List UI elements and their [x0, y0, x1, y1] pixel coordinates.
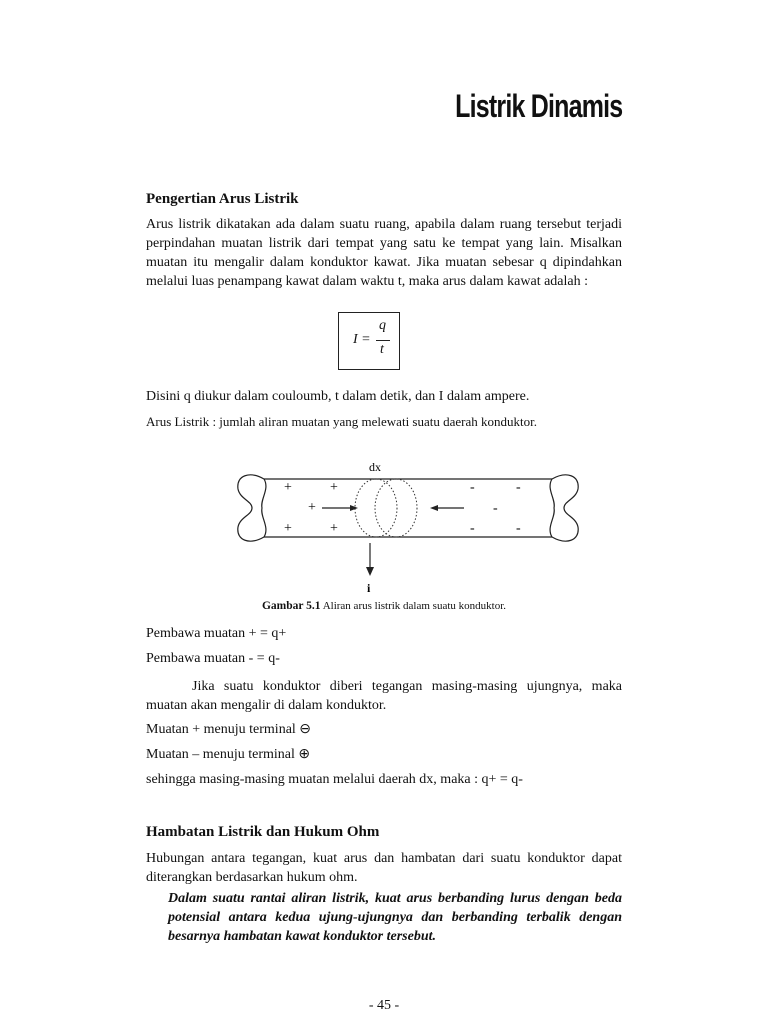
conductor-left-end-cap — [238, 475, 266, 541]
plus-charge: + — [330, 480, 338, 495]
page-title: Listrik Dinamis — [454, 88, 622, 124]
plus-charge: + — [308, 500, 316, 515]
figure-caption-number: Gambar 5.1 — [261, 600, 321, 612]
positive-carrier-line: Pembawa muatan + = q+ — [146, 626, 287, 641]
ohm-law-statement: Dalam suatu rantai aliran listrik, kuat arus berbanding lurus dengan beda potensial antara kedua ujung-ujungnya dan berbanding terbalik dengan besarnya hambatan kawat konduktor tersebut. — [168, 891, 622, 944]
minus-charge: - — [493, 501, 498, 516]
formula-current — [338, 312, 400, 370]
positive-flow-arrowhead — [350, 505, 358, 511]
formula-numerator: q — [379, 318, 386, 333]
current-definition-line: Arus Listrik : jumlah aliran muatan yang melewati suatu daerah konduktor. — [146, 414, 537, 429]
minus-charge: - — [516, 480, 521, 495]
formula-fraction-bar — [376, 340, 390, 341]
section-heading-current: Pengertian Arus Listrik — [146, 191, 299, 207]
dx-left-surface — [355, 479, 397, 537]
dx-label: dx — [369, 460, 381, 474]
minus-charge: - — [470, 480, 475, 495]
figure-caption — [0, 600, 768, 612]
conductor-diagram — [230, 455, 590, 595]
paragraph-current-definition: Arus listrik dikatakan ada dalam suatu ruang, apabila dalam ruang tersebut terjadi perpindahan muatan listrik dari tempat yang satu ke tempat yang lain. Misalkan muatan itu mengalir dalam konduktor kawat. Jika muatan sebesar q dipindahkan melalui luas penampang kawat dalam waktu t, maka arus dalam kawat adalah : — [146, 217, 622, 289]
page-number: - 45 - — [368, 998, 400, 1013]
current-label: i — [367, 581, 371, 595]
plus-charge: + — [284, 480, 292, 495]
formula-lhs: I = — [353, 332, 371, 347]
minus-charge: - — [470, 521, 475, 536]
negative-carrier-line: Pembawa muatan - = q- — [146, 651, 280, 666]
conclusion-line: sehingga masing-masing muatan melalui daerah dx, maka : q+ = q- — [146, 772, 523, 787]
plus-charge: + — [330, 521, 338, 536]
current-arrowhead — [366, 567, 374, 576]
paragraph-ohm: Hubungan antara tegangan, kuat arus dan hambatan dari suatu konduktor dapat diterangkan berdasarkan hukum ohm. — [146, 851, 622, 885]
negative-flow-arrowhead — [430, 505, 438, 511]
section-heading-ohm: Hambatan Listrik dan Hukum Ohm — [146, 824, 380, 840]
terminal-positive-line: Muatan + menuju terminal ⊖ — [146, 722, 312, 737]
formula-denominator: t — [380, 342, 384, 357]
units-sentence: Disini q diukur dalam couloumb, t dalam detik, dan I dalam ampere. — [146, 389, 530, 404]
figure-caption-text: Aliran arus listrik dalam suatu konduktor. — [320, 600, 507, 612]
minus-charge: - — [516, 521, 521, 536]
plus-charge: + — [284, 521, 292, 536]
paragraph-voltage: Jika suatu konduktor diberi tegangan masing-masing ujungnya, maka muatan akan mengalir di dalam konduktor. — [146, 679, 622, 713]
terminal-negative-line: Muatan – menuju terminal ⊕ — [146, 747, 311, 762]
dx-right-surface — [375, 479, 417, 537]
conductor-right-end-cap — [550, 475, 578, 541]
